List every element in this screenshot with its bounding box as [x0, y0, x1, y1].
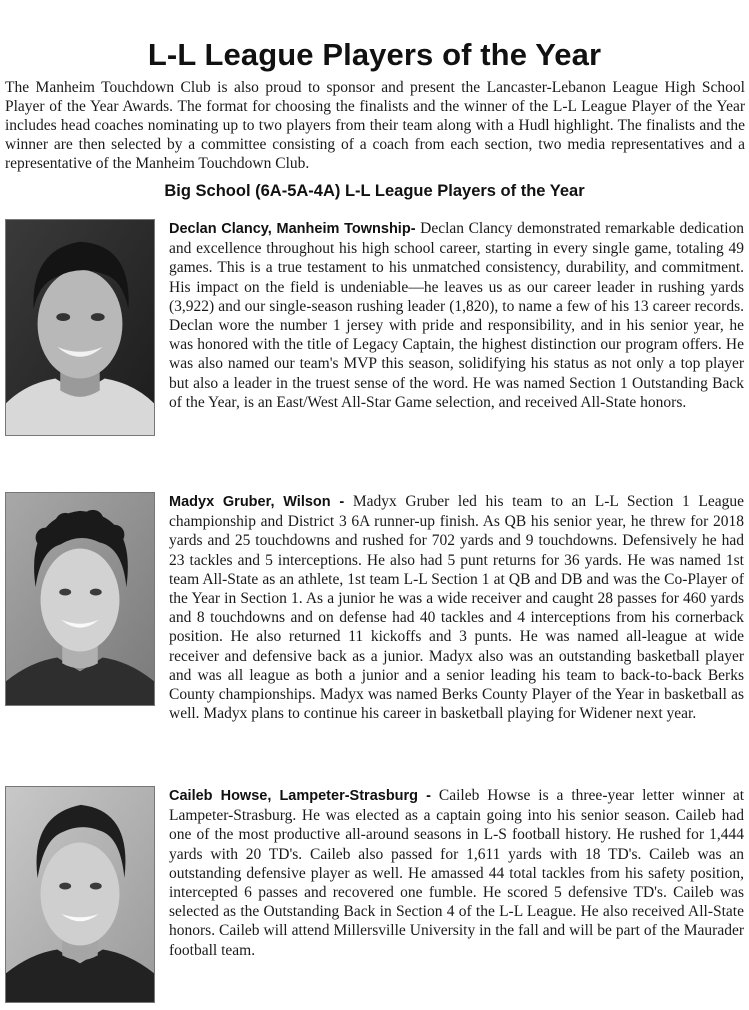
player-bio: [169, 492, 744, 723]
player-bio: [169, 786, 744, 960]
page-title: L-L League Players of the Year: [147, 37, 602, 72]
section-subtitle: Big School (6A-5A-4A) L-L League Players of the Year: [164, 182, 585, 200]
portrait-image: [6, 220, 154, 435]
player-bio-text: Declan Clancy demonstrated remarkable dedication and excellence throughout his high school career, starting in every single game, totaling 49 games. This is a true testament to his unmatched consistency, durability, and commitment. His impact on the field is undeniable—he leaves us as our career leader in rushing yards (3,922) and our single-season rushing leader (1,820), to name a few of his 13 career records. Declan wore the number 1 jersey with pride and responsibility, and in his senior year, he was honored with the title of Legacy Captain, the highest distinction our program offers. He was also named our team's MVP this season, solidifying his status as not only a top player but also a leader in the truest sense of the word. He was named Section 1 Outstanding Back of the Year, is an East/West All-Star Game selection, and received All-State honors.: [169, 220, 745, 411]
player-photo: [5, 786, 155, 1003]
portrait-image: [6, 787, 154, 1002]
player-name: Declan Clancy, Manheim Township-: [169, 221, 416, 237]
player-photo: [5, 219, 155, 436]
portrait-image: [6, 493, 154, 705]
player-name: Caileb Howse, Lampeter-Strasburg -: [169, 788, 431, 804]
player-bio-text: Caileb Howse is a three-year letter winner at Lampeter-Strasburg. He was elected as a captain going into his senior season. Caileb had one of the most productive all-around seasons in L-S football history. He rushed for 1,444 yards with 20 TD's. Caileb also passed for 1,611 yards with 18 TD's. Caileb was an outstanding defensive player as well. He amassed 44 total tackles from his safety position, intercepted 6 passes and recovered one fumble. He scored 5 defensive TD's. Caileb was selected as the Outstanding Back in Section 4 of the L-L League. He also received All-State honors. Caileb will attend Millersville University in the fall and will be part of the Maurader football team.: [169, 787, 745, 959]
player-name: Madyx Gruber, Wilson -: [169, 494, 345, 510]
player-bio: [169, 219, 744, 412]
player-photo: [5, 492, 155, 706]
player-bio-text: Madyx Gruber led his team to an L-L Section 1 League championship and District 3 6A runner-up finish. As QB his senior year, he threw for 2018 yards and 25 touchdowns and rushed for 702 yards and 9 touchdowns. Defensively he had 23 tackles and 5 interceptions. He also had 5 punt returns for 36 yards. He was named 1st team All-State as an athlete, 1st team L-L Section 1 at QB and DB and was the Co-Player of the Year in Section 1. As a junior he was a wide receiver and caught 28 passes for 460 yards and 8 touchdowns and on defense had 40 tackles and 4 interceptions from his cornerback position. He also returned 11 kickoffs and 3 punts. He was named all-league at wide receiver and defensive back as a junior. Madyx also was an outstanding basketball player and was all league as both a junior and a senior leading his team to back-to-back Berks County championships. Madyx was named Berks County Player of the Year in basketball as well. Madyx plans to continue his career in basketball playing for Widener next year.: [169, 493, 745, 723]
intro-paragraph: The Manheim Touchdown Club is also proud to sponsor and present the Lancaster-Lebanon League High School Player of the Year Awards. The format for choosing the finalists and the winner of the L-L League Player of the Year includes head coaches nominating up to two players from their team along with a Hudl highlight. The finalists and the winner are then selected by a committee consisting of a coach from each section, two media representatives and a representative of the Manheim Touchdown Club.: [5, 79, 745, 172]
